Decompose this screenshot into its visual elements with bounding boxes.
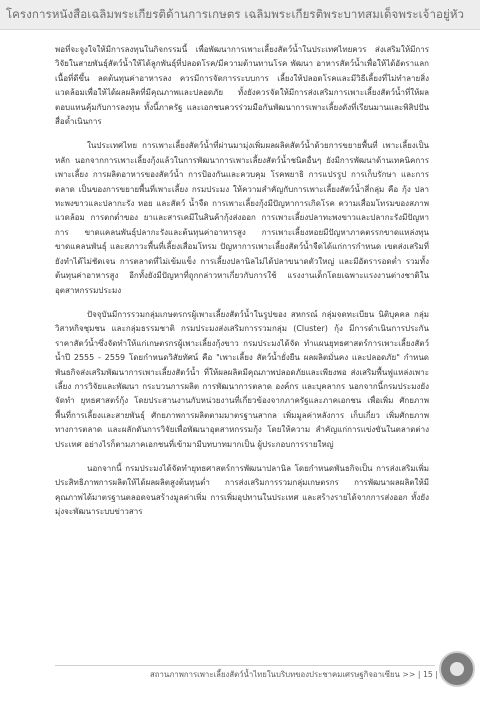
paragraph-2: ในประเทศไทย การเพาะเลี้ยงสัตว์น้ำที่ผ่านมามุ่งเพิ่มผลผลิตสัตว์น้ำด้วยการขยายพื้นที่ เพาะเลี้ยงเป็นหลัก นอกจากการเพาะเลี้ยงกุ้งแล้วในการพัฒนาการเพาะเลี้ยงสัตว์น้ำชนิดอื่นๆ ยังมีการพัฒนาด้านเทคนิคการเพาะเลี้ยง การผลิตอาหารของสัตว์น้ำ การป้องกันและควบคุม โรคพยาธิ การแปรรูป การเก็บรักษา และการตลาด เป็นของการขยายพื้นที่เพาะเลี้ยง กรมประมง ให้ความสำคัญกับการเพาะเลี้ยงสัตว์น้ำสี่กลุ่ม คือ กุ้ง ปลาทะพงขาวและปลากะรัง หอย และสัตว์ น้ำจืด การเพาะเลี้ยงกุ้งมีปัญหาการเกิดโรค ความเสื่อมโทรมของสภาพแวดล้อม การตกต่ำของ ยาและสารเคมีในสินค้ากุ้งส่งออก การเพาะเลี้ยงปลาทะพงขาวและปลากะรังมีปัญหาการ ขาดแคลนพันธุ์ปลากะรังและต้นทุนค่าอาหารสูง การเพาะเลี้ยงหอยมีปัญหาภาคตรรกขาดแหล่งทุน ขาดแคลนพันธุ์ และสภาวะพื้นที่เลี้ยงเสื่อมโทรม ปัญหาการเพาะเลี้ยงสัตว์น้ำจืดได้แก่การกำหนด เขตส่งเสริมที่ยังทำได้ไม่ชัดเจน การตลาดที่ไม่เข้มแข็ง การเลี้ยงปลานิลไม่ได้ปลาขนาดตัวใหญ่ และมีอัตรารอดต่ำ รวมทั้งต้นทุนค่าอาหารสูง อีกทั้งยังมีปัญหาที่ถูกกล่าวหาเกี่ยวกับการใช้ แรงงานเด็กโดยเฉพาะแรงงานต่างชาติในอุตสาหกรรมประมง bbox=[55, 141, 429, 295]
page-header-title: โครงการหนังสือเฉลิมพระเกียรติด้านการเกษตร เฉลิมพระเกียรติพระบาทสมเด็จพระเจ้าอยู่หัว bbox=[5, 7, 465, 21]
body-content bbox=[55, 43, 429, 530]
paragraph-4: นอกจากนี้ กรมประมงได้จัดทำยุทธศาสตร์การพัฒนาปลานิล โดยกำหนดพันธกิจเป็น การส่งเสริมเพิ่มประสิทธิภาพการผลิตให้ได้ผลผลิตสูงต้นทุนต่ำ การส่งเสริมการรวมกลุ่มเกษตรกร การพัฒนาผลผลิตให้มีคุณภาพได้มาตรฐานตลอดจนสร้างมูลค่าเพิ่ม การเพิ่มอุปทานในประเทศ และสร้างรายได้จากการส่งออก ทั้งยังมุ่งจะพัฒนาระบบข่าวสาร bbox=[55, 463, 429, 517]
page-badge-inner-circle bbox=[450, 662, 464, 676]
footer-caption: สถานภาพการเพาะเลี้ยงสัตว์น้ำไทยในบริบทของประชาคมเศรษฐกิจอาเซียน >> | 15 | bbox=[150, 670, 438, 679]
paragraph-3: ปัจจุบันมีการรวมกลุ่มเกษตรกรผู้เพาะเลี้ยงสัตว์น้ำในรูปของ สหกรณ์ กลุ่มจดทะเบียน นิติบุคคล กลุ่มวิสาหกิจชุมชน และกลุ่มธรรมชาติ กรมประมงส่งเสริมการรวมกลุ่ม (Cluster) กุ้ง มีการดำเนินการประกันราคาสัตว์น้ำซึ่งจัดทำให้แก่เกษตรกรผู้เพาะเลี้ยงกุ้งขาว กรมประมงได้จัด ทำแผนยุทธศาสตร์การเพาะเลี้ยงสัตว์น้ำปี 2555 - 2559 โดยกำหนดวิสัยทัศน์ คือ "เพาะเลี้ยง สัตว์น้ำยั่งยืน ผลผลิตมั่นคง และปลอดภัย" กำหนดพันธกิจส่งเสริมพัฒนาการเพาะเลี้ยงสัตว์น้ำ ที่ให้ผลผลิตมีคุณภาพปลอดภัยและเพียงพอ ส่งเสริมพื้นฟูแหล่งเพาะเลี้ยง การวิจัยและพัฒนา กระบวนการผลิต การพัฒนาการตลาด องค์กร และบุคลากร นอกจากนี้กรมประมงยังจัดทำ ยุทธศาสตร์กุ้ง โดยประสานงานกับหน่วยงานที่เกี่ยวข้องจากภาครัฐและภาคเอกชน เพื่อเพิ่ม ศักยภาพพื้นที่การเลี้ยงและสายพันธุ์ ศักยภาพการผลิตตามมาตรฐานสากล เพิ่มมูลค่าหลังการ เก็บเกี่ยว เพิ่มศักยภาพทางการตลาด และผลักดันการวิจัยเพื่อพัฒนาอุตสาหกรรมกุ้ง โดยให้ความ สำคัญแก่การแข่งขันในตลาดต่างประเทศ อย่างไรก็ตามภาคเอกชนที่เข้ามามีบทบาทมากเป็น ผู้ประกอบการรายใหญ่ bbox=[55, 309, 429, 449]
footer-divider bbox=[55, 665, 435, 666]
header-bar bbox=[0, 0, 480, 30]
page-badge-icon bbox=[439, 651, 475, 687]
paragraph-1: พอที่จะจูงใจให้มีการลงทุนในกิจกรรมนี้ เพื่อพัฒนาการเพาะเลี้ยงสัตว์น้ำในประเทศไทยควร ส่งเสริมให้มีการวิจัยในสายพันธุ์สัตว์น้ำให้ได้ลูกพันธุ์ที่ปลอดโรค/มีความต้านทานโรค พัฒนา อาหารสัตว์น้ำเพื่อให้ได้อัตราแลกเนื้อที่ดีขึ้น ลดต้นทุนค่าอาหารลง ควรมีการจัดการระบบการ เลี้ยงให้ปลอดโรคและมีวิธีเลี้ยงที่ไม่ทำลายสิ่งแวดล้อมเพื่อให้ได้ผลผลิตที่มีคุณภาพและปลอดภัย ทั้งยังควรจัดให้มีการส่งเสริมการเพาะเลี้ยงสัตว์น้ำที่ให้ผลตอบแทนคุ้มกับการลงทุน ทั้งนี้ภาครัฐ และเอกชนควรร่วมมือกันพัฒนาการเพาะเลี้ยงดังที่เรียนมานและพิสิปปันสื่อด้ำเนินการ bbox=[55, 45, 429, 127]
